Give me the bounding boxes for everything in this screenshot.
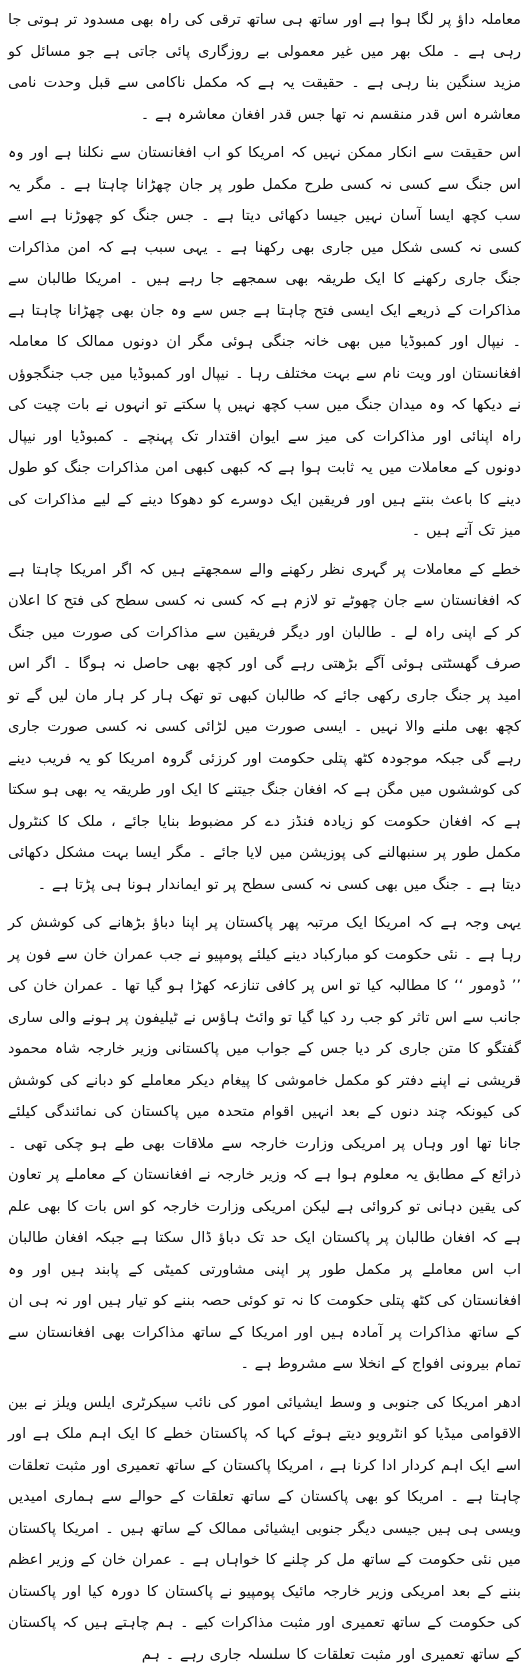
article-paragraph-4: یہی وجہ ہے کہ امریکا ایک مرتبہ پھر پاکستان پر اپنا دباؤ بڑھانے کی کوشش کر رہا ہے ۔ نئی حکومت کو مبارکباد دینے کیلئے پومپیو نے جب عمران خان سے فون پر ’’ ڈومور ‘‘ کا مطالبہ کیا تو اس پر کافی تنازعہ کھڑا ہو گیا تھا ۔ عمران خان کی جانب سے اس تاثر کو جب رد کیا گیا تو وائٹ ہاؤس نے ٹیلیفون پر ہونے والی ساری گفتگو کا متن جاری کر دیا جس کے جواب میں پاکستانی وزیر خارجہ شاہ محمود قریشی نے اپنے دفتر کو مکمل خاموشی کا پیغام دیکر معاملے کو دبانے کی کوشش کی کیونکہ چند دنوں کے بعد انہیں اقوام متحدہ میں پاکستان کی نمائندگی کیلئے جانا تھا اور وہاں پر امریکی وزارت خارجہ سے ملاقات بھی طے ہو چکی تھی ۔ ذرائع کے مطابق یہ معلوم ہوا ہے کہ وزیر خارجہ نے افغانستان کے معاملے پر تعاون کی یقین دہانی تو کروائی ہے لیکن امریکی وزارت خارجہ کو اس بات کا بھی علم ہے کہ افغان طالبان پر پاکستان ایک حد تک دباؤ ڈال سکتا ہے جبکہ افغان طالبان اب اس معاملے پر مکمل طور پر اپنی مشاورتی کمیٹی کے پابند ہیں اور وہ افغانستان کی کٹھ پتلی حکومت کا نہ تو کوئی حصہ بننے کو تیار ہیں اور نہ ہی ان کے ساتھ مذاکرات پر آمادہ ہیں اور امریکا کے ساتھ مذاکرات بھی افغانستان سے تمام بیرونی افواج کے انخلا سے مشروط ہے ۔: [8, 907, 521, 1380]
article-paragraph-3: خطے کے معاملات پر گہری نظر رکھنے والے سمجھتے ہیں کہ اگر امریکا چاہتا ہے کہ افغانستان سے جان چھوٹے تو لازم ہے کہ کسی نہ کسی سطح کی فتح کا اعلان کر کے اپنی راہ لے ۔ طالبان اور دیگر فریقین سے مذاکرات کی صورت میں جنگ صرف گھسٹتی ہوئی آگے بڑھتی رہے گی اور کچھ بھی حاصل نہ ہوگا ۔ اگر اس امید پر جنگ جاری رکھی جائے کہ طالبان کبھی تو تھک ہار کر ہار مان لیں گے تو کچھ بھی ملنے والا نہیں ۔ ایسی صورت میں لڑائی کسی نہ کسی صورت جاری رہے گی جبکہ موجودہ کٹھ پتلی حکومت اور کرزئی گروہ امریکا کو یہ فریب دینے کی کوششوں میں مگن ہے کہ افغان جنگ جیتنے کا ایک اور طریقہ یہ بھی ہو سکتا ہے کہ افغان حکومت کو زیادہ فنڈز دے کر مضبوط بنایا جائے ، ملک کا کنٹرول مکمل طور پر سنبھالنے کی پوزیشن میں لایا جائے ۔ مگر ایسا بہت مشکل دکھائی دیتا ہے ۔ جنگ میں بھی کسی نہ کسی سطح پر تو ایماندار ہونا ہی پڑتا ہے ۔: [8, 554, 521, 901]
article-paragraph-1: معاملہ داؤ پر لگا ہوا ہے اور ساتھ ہی ساتھ ترقی کی راہ بھی مسدود تر ہوتی جا رہی ہے ۔ ملک بھر میں غیر معمولی بے روزگاری پائی جاتی ہے جو مسائل کو مزید سنگین بنا رہی ہے ۔ حقیقت یہ ہے کہ مکمل ناکامی سے قبل وحدت نامی معاشرہ اس قدر منقسم نہ تھا جس قدر افغان معاشرہ ہے ۔: [8, 4, 521, 130]
article-paragraph-2: اس حقیقت سے انکار ممکن نہیں کہ امریکا کو اب افغانستان سے نکلنا ہے اور وہ اس جنگ سے کسی نہ کسی طرح مکمل طور پر جان چھڑانا چاہتا ہے ۔ مگر یہ سب کچھ ایسا آسان نہیں جیسا دکھائی دیتا ہے ۔ جس جنگ کو چھوڑنا ہے اسے کسی نہ کسی شکل میں جاری بھی رکھنا ہے ۔ یہی سبب ہے کہ امن مذاکرات جنگ جاری رکھنے کا ایک طریقہ بھی سمجھے جا رہے ہیں ۔ امریکا طالبان سے مذاکرات کے ذریعے ایک ایسی فتح چاہتا ہے جس سے وہ جان بھی چھڑانا چاہتا ہے ۔ نیپال اور کمبوڈیا میں بھی خانہ جنگی ہوئی مگر ان دونوں ممالک کا معاملہ افغانستان اور ویت نام سے بہت مختلف رہا ۔ نیپال اور کمبوڈیا میں جب جنگجوؤں نے دیکھا کہ وہ میدان جنگ میں سب کچھ نہیں پا سکتے تو انہوں نے بات چیت کی راہ اپنائی اور مذاکرات کی میز سے ایوان اقتدار تک پہنچے ۔ کمبوڈیا اور نیپال دونوں کے معاملات میں یہ ثابت ہوا ہے کہ کبھی کبھی امن مذاکرات جنگ کو طول دینے کا باعث بنتے ہیں اور فریقین ایک دوسرے کو دھوکا دینے کے لیے مذاکرات کی میز تک آتے ہیں ۔: [8, 137, 521, 547]
article-paragraph-5: ادھر امریکا کی جنوبی و وسط ایشیائی امور کی نائب سیکرٹری ایلس ویلز نے بین الاقوامی میڈیا کو انٹرویو دیتے ہوئے کہا کہ پاکستان خطے کا ایک اہم ملک ہے اور اسے ایک اہم کردار ادا کرنا ہے ، امریکا پاکستان کے ساتھ تعمیری اور مثبت تعلقات چاہتا ہے ۔ امریکا کو بھی پاکستان کے ساتھ تعلقات کے حوالے سے ہماری امیدیں ویسی ہی ہیں جیسی دیگر جنوبی ایشیائی ممالک کے ساتھ ہیں ۔ امریکا پاکستان میں نئی حکومت کے ساتھ مل کر چلنے کا خواہاں ہے ۔ عمران خان کے وزیر اعظم بننے کے بعد امریکی وزیر خارجہ مائیک پومپیو نے پاکستان کا دورہ کیا اور پاکستان کی حکومت کے ساتھ تعمیری اور مثبت مذاکرات کیے ۔ ہم چاہتے ہیں کہ پاکستان کے ساتھ تعمیری اور مثبت تعلقات کا سلسلہ جاری رہے ۔ ہم: [8, 1387, 521, 1670]
